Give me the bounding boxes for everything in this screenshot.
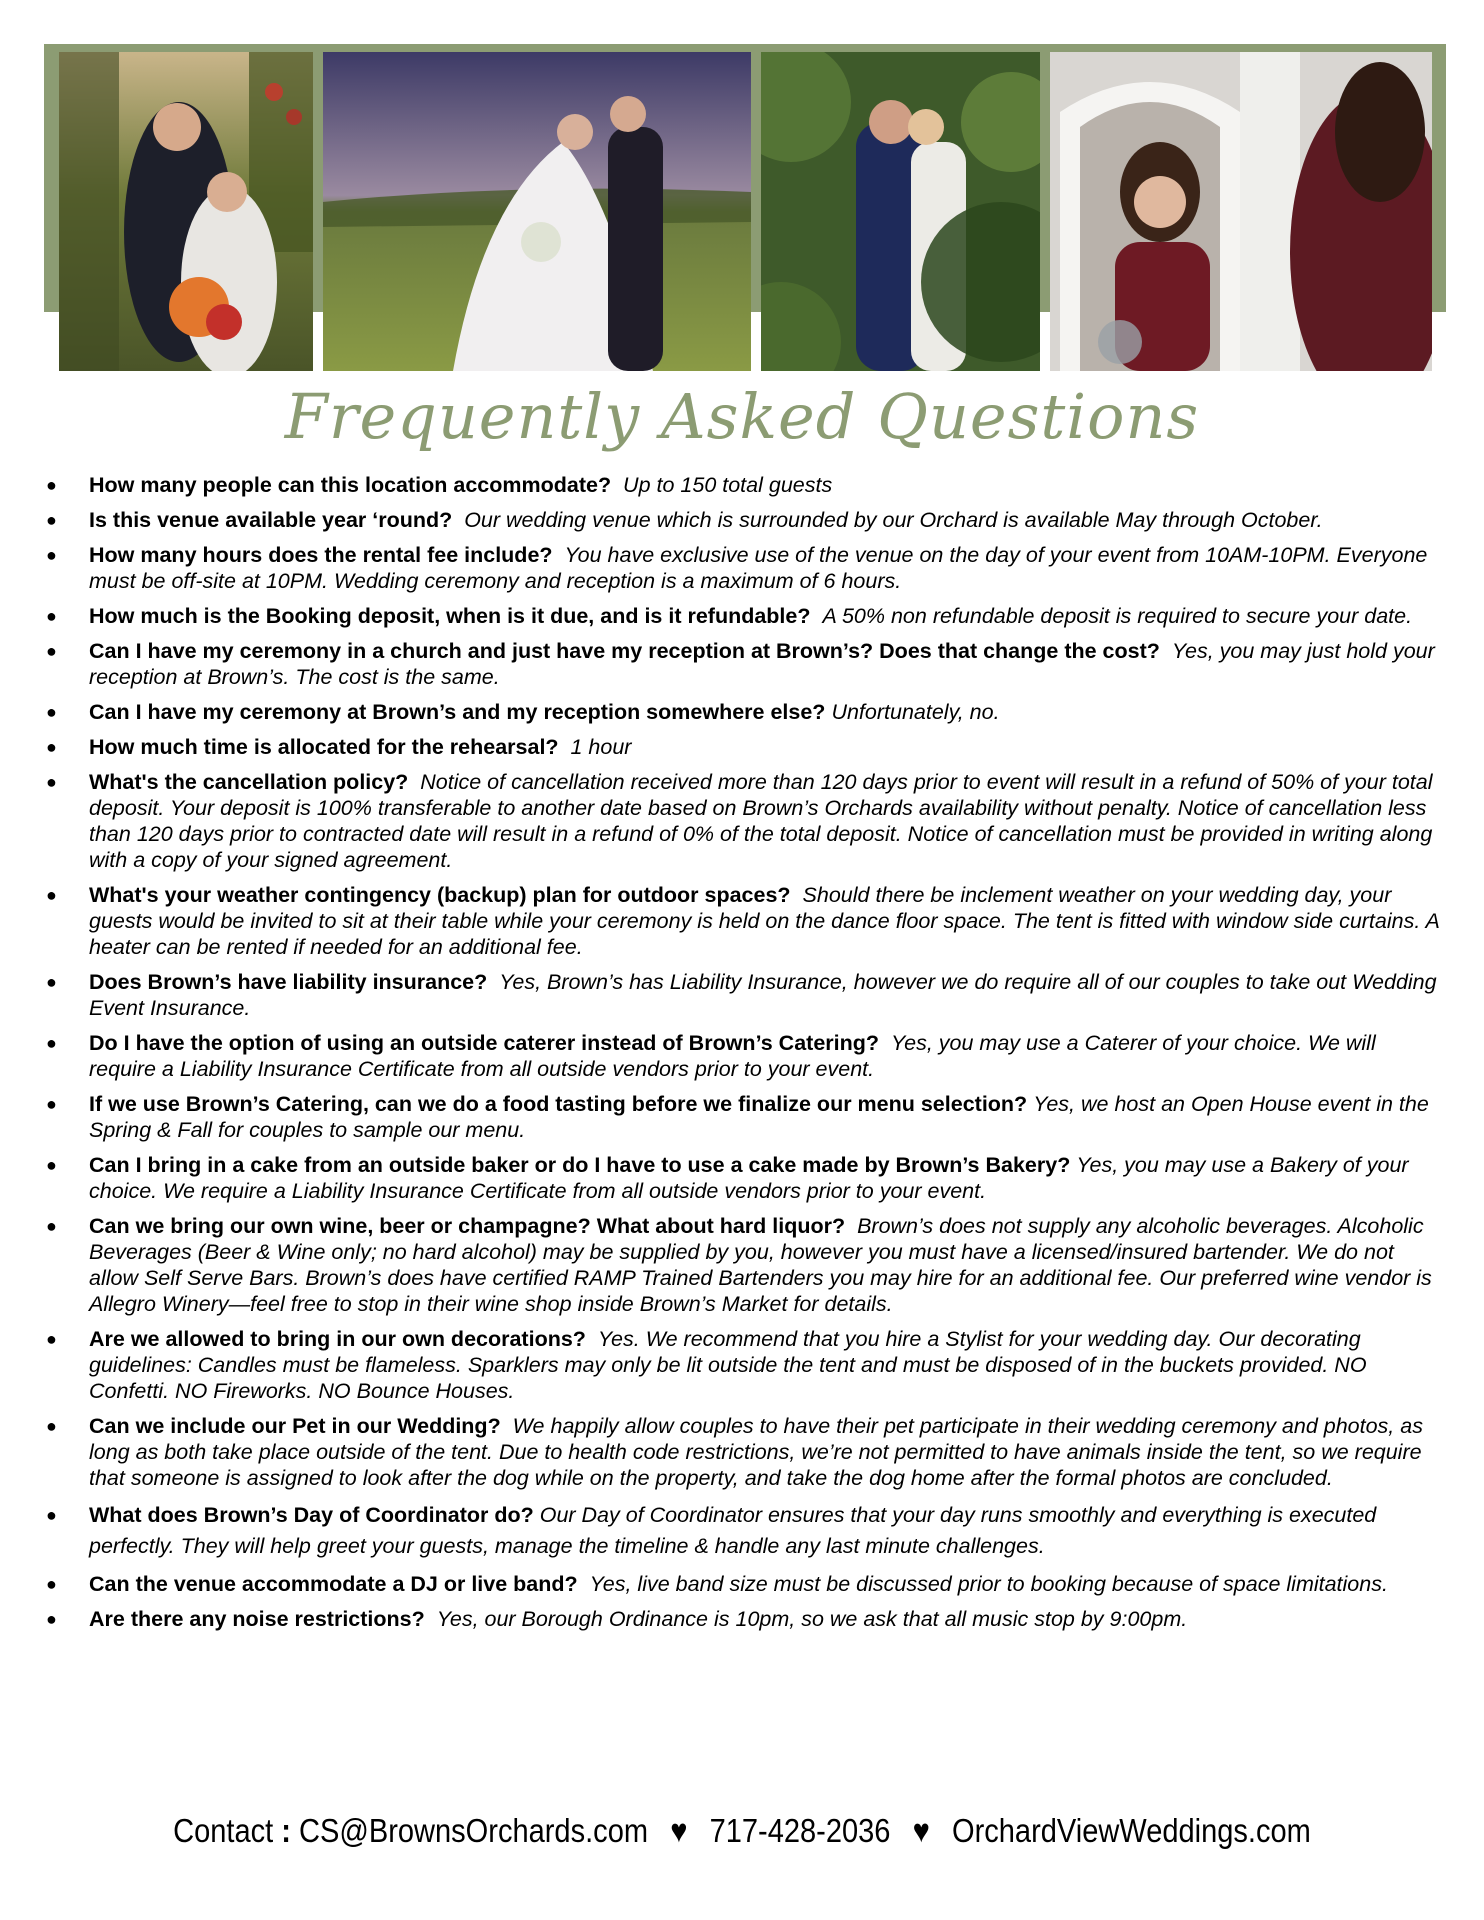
bullet-icon: ● bbox=[46, 1216, 57, 1236]
bullet-icon: ● bbox=[46, 1574, 57, 1594]
couple-embracing-photo bbox=[761, 52, 1040, 371]
faq-item bbox=[44, 1500, 1444, 1562]
bullet-icon: ● bbox=[46, 1416, 57, 1436]
faq-question: Can the venue accommodate a DJ or live band? bbox=[89, 1572, 578, 1596]
heart-icon: ♥ bbox=[670, 1812, 688, 1849]
faq-answer: Notice of cancellation received more than 120 days prior to event will result in a refund of 50% of your total deposit. Your deposit is 100% transferable to another date based on Brown’s Orchards availability without penalty. Notice of cancellation less than 120 days prior to contracted date will result in a refund of 0% of the total deposit. Notice of cancellation must be provided in writing along with a copy of your signed agreement. bbox=[89, 770, 1433, 872]
faq-question: Are there any noise restrictions? bbox=[89, 1607, 425, 1631]
faq-question: Can we bring our own wine, beer or champagne? What about hard liquor? bbox=[89, 1214, 846, 1238]
faq-question: If we use Brown’s Catering, can we do a food tasting before we finalize our menu selection? bbox=[89, 1092, 1028, 1116]
faq-question: Do I have the option of using an outside caterer instead of Brown’s Catering? bbox=[89, 1031, 880, 1055]
faq-item bbox=[44, 1606, 1444, 1632]
bullet-icon: ● bbox=[46, 1329, 57, 1349]
contact-phone[interactable]: 717-428-2036 bbox=[709, 1812, 891, 1849]
faq-item bbox=[44, 1326, 1444, 1404]
faq-list bbox=[44, 472, 1444, 1641]
faq-answer: A 50% non refundable deposit is required to secure your date. bbox=[822, 604, 1413, 628]
faq-item bbox=[44, 472, 1444, 498]
faq-question: Is this venue available year ‘round? bbox=[89, 508, 453, 532]
heart-icon: ♥ bbox=[912, 1812, 930, 1849]
bullet-icon: ● bbox=[46, 702, 57, 722]
bullet-icon: ● bbox=[46, 1033, 57, 1053]
faq-answer: Yes, live band size must be discussed prior to booking because of space limitations. bbox=[589, 1572, 1388, 1596]
bullet-icon: ● bbox=[46, 606, 57, 626]
faq-item bbox=[44, 699, 1444, 725]
faq-answer: Yes. We recommend that you hire a Stylist for your wedding day. Our decorating guidelines: Candles must be flameless. Sparklers may only be lit outside the tent and must be disposed of in the buckets provided. NO Confetti. NO Fireworks. NO Bounce Houses. bbox=[89, 1327, 1367, 1403]
faq-question: Can we include our Pet in our Wedding? bbox=[89, 1414, 501, 1438]
faq-item bbox=[44, 507, 1444, 533]
faq-answer: We happily allow couples to have their pet participate in their wedding ceremony and photos, as long as both take place outside of the tent. Due to health code restrictions, we’re not permitted to have animals inside the tent, so we require that someone is assigned to look after the dog while on the property, and take the dog home after the formal photos are concluded. bbox=[89, 1414, 1423, 1490]
faq-item bbox=[44, 1413, 1444, 1491]
faq-item bbox=[44, 1213, 1444, 1317]
bullet-icon: ● bbox=[46, 1094, 57, 1114]
contact-label: Contact bbox=[173, 1812, 274, 1849]
faq-answer: Our wedding venue which is surrounded by our Orchard is available May through October. bbox=[464, 508, 1323, 532]
bullet-icon: ● bbox=[46, 1505, 57, 1525]
faq-item bbox=[44, 603, 1444, 629]
bullet-icon: ● bbox=[46, 545, 57, 565]
faq-question: How much is the Booking deposit, when is it due, and is it refundable? bbox=[89, 604, 811, 628]
faq-answer: Unfortunately, no. bbox=[831, 700, 1000, 724]
bullet-icon: ● bbox=[46, 475, 57, 495]
faq-answer: Yes, you may just hold your reception at Brown’s. The cost is the same. bbox=[89, 639, 1435, 689]
faq-question: How many hours does the rental fee include? bbox=[89, 543, 553, 567]
bullet-icon: ● bbox=[46, 737, 57, 757]
faq-item bbox=[44, 542, 1444, 594]
faq-question: What does Brown’s Day of Coordinator do? bbox=[89, 1503, 534, 1527]
faq-answer: Should there be inclement weather on your wedding day, your guests would be invited to sit at their table while your ceremony is held on the dance floor space. The tent is fitted with window side curtains. A heater can be rented if needed for an additional fee. bbox=[89, 883, 1440, 959]
faq-item bbox=[44, 769, 1444, 873]
faq-question: Can I have my ceremony at Brown’s and my reception somewhere else? bbox=[89, 700, 826, 724]
faq-item bbox=[44, 882, 1444, 960]
faq-question: Are we allowed to bring in our own decorations? bbox=[89, 1327, 586, 1351]
faq-question: Can I bring in a cake from an outside baker or do I have to use a cake made by Brown’s Bakery? bbox=[89, 1153, 1071, 1177]
faq-answer: Up to 150 total guests bbox=[623, 473, 833, 497]
contact-email-link[interactable]: CS@BrownsOrchards.com bbox=[299, 1812, 649, 1849]
faq-question: How many people can this location accommodate? bbox=[89, 473, 612, 497]
faq-answer: Yes, our Borough Ordinance is 10pm, so we ask that all music stop by 9:00pm. bbox=[436, 1607, 1188, 1631]
faq-answer: Yes, you may use a Caterer of your choice. We will require a Liability Insurance Certificate from all outside vendors prior to your event. bbox=[89, 1031, 1376, 1081]
faq-answer: Brown’s does not supply any alcoholic beverages. Alcoholic Beverages (Beer & Wine only; no hard alcohol) may be supplied by you, however you must have a licensed/insured bartender. We do not allow Self Serve Bars. Brown’s does have certified RAMP Trained Bartenders you may hire for an additional fee. Our preferred wine vendor is Allegro Winery—feel free to stop in their wine shop inside Brown’s Market for details. bbox=[89, 1214, 1432, 1316]
faq-item bbox=[44, 1030, 1444, 1082]
faq-question: What's the cancellation policy? bbox=[89, 770, 409, 794]
bullet-icon: ● bbox=[46, 972, 57, 992]
faq-item bbox=[44, 734, 1444, 760]
faq-item bbox=[44, 969, 1444, 1021]
bullet-icon: ● bbox=[46, 510, 57, 530]
contact-footer bbox=[89, 1812, 1395, 1850]
faq-item bbox=[44, 1091, 1444, 1143]
bullet-icon: ● bbox=[46, 772, 57, 792]
faq-question: How much time is allocated for the rehearsal? bbox=[89, 735, 559, 759]
faq-question: Can I have my ceremony in a church and just have my reception at Brown’s? Does that change the cost? bbox=[89, 639, 1160, 663]
bullet-icon: ● bbox=[46, 1609, 57, 1629]
faq-answer: 1 hour bbox=[570, 735, 632, 759]
faq-answer: You have exclusive use of the venue on the day of your event from 10AM-10PM. Everyone must be off-site at 10PM. Wedding ceremony and reception is a maximum of 6 hours. bbox=[89, 543, 1428, 593]
faq-item bbox=[44, 1571, 1444, 1597]
bullet-icon: ● bbox=[46, 885, 57, 905]
couple-in-orchard-photo bbox=[59, 52, 313, 371]
contact-website-link[interactable]: OrchardViewWeddings.com bbox=[951, 1812, 1311, 1849]
faq-answer: Yes, we host an Open House event in the Spring & Fall for couples to sample our menu. bbox=[89, 1092, 1429, 1142]
page-title: Frequently Asked Questions bbox=[284, 380, 1200, 453]
faq-answer: Our Day of Coordinator ensures that your day runs smoothly and everything is executed perfectly. They will help greet your guests, manage the timeline & handle any last minute challenges. bbox=[89, 1503, 1377, 1558]
faq-question: Does Brown’s have liability insurance? bbox=[89, 970, 488, 994]
faq-answer: Yes, Brown’s has Liability Insurance, however we do require all of our couples to take out Wedding Event Insurance. bbox=[89, 970, 1437, 1020]
bride-mirror-photo bbox=[1050, 52, 1432, 371]
bullet-icon: ● bbox=[46, 641, 57, 661]
faq-item bbox=[44, 1152, 1444, 1204]
faq-answer: Yes, you may use a Bakery of your choice. We require a Liability Insurance Certificate from all outside vendors prior to your event. bbox=[89, 1153, 1409, 1203]
bullet-icon: ● bbox=[46, 1155, 57, 1175]
couple-in-field-photo bbox=[323, 52, 751, 371]
faq-item bbox=[44, 638, 1444, 690]
contact-colon: : bbox=[273, 1812, 300, 1849]
faq-question: What's your weather contingency (backup) plan for outdoor spaces? bbox=[89, 883, 791, 907]
